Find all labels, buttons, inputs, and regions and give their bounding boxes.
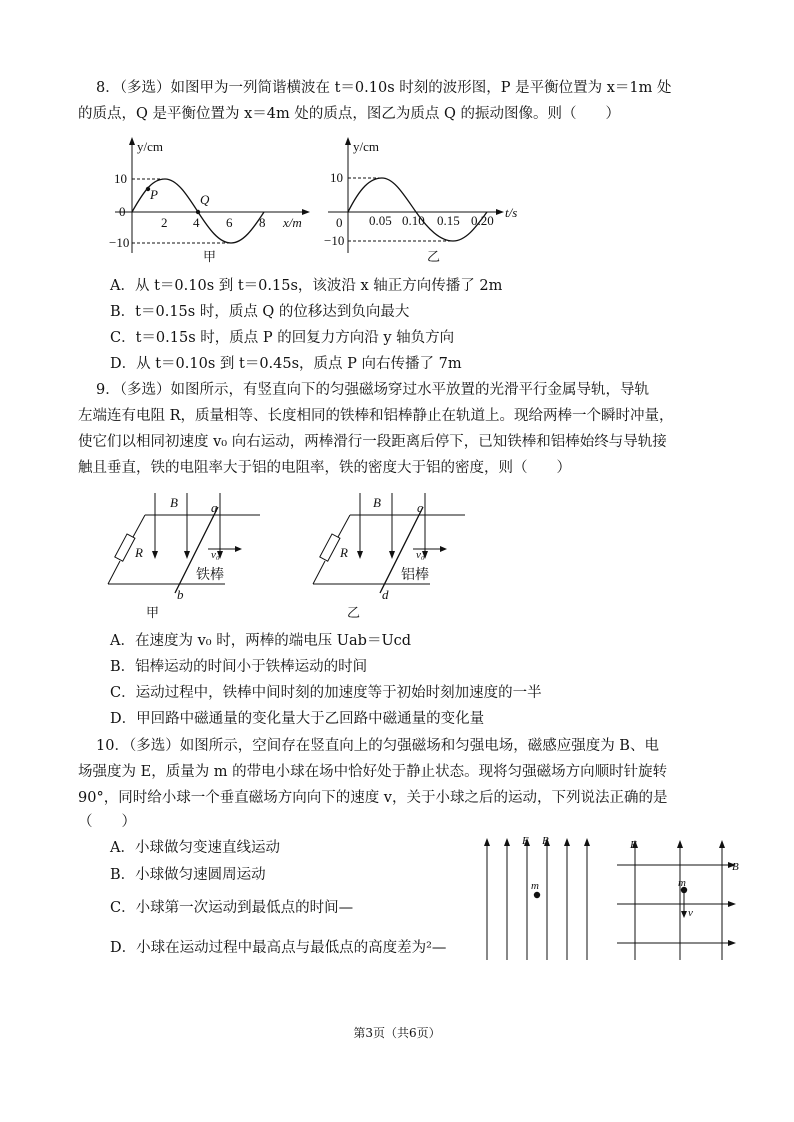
q9a-end-a: a (211, 500, 218, 515)
q8-wave-figure (105, 135, 320, 270)
q9a-caption: 甲 (146, 605, 160, 620)
q8b-origin: 0 (336, 215, 343, 230)
q10b-field-e: E (630, 839, 637, 851)
q9b-end-c: c (417, 500, 423, 515)
q8b-y-label: y/cm (353, 139, 379, 154)
q9-option-c: C．运动过程中，铁棒中间时刻的加速度等于初始时刻加速度的一半 (110, 685, 542, 701)
q8a-tick-6: 6 (226, 215, 233, 230)
page-footer: 第3页（共6页） (353, 1026, 441, 1040)
q10a-field-e: E (522, 835, 529, 847)
q8-stem-line2: 的质点，Q 是平衡位置为 x＝4m 处的质点，图乙为质点 Q 的振动图像。则（ ） (78, 106, 620, 122)
q9a-resistor-r: R (135, 545, 143, 560)
q10b-velocity-v: v (688, 907, 693, 919)
q9a-end-b: b (177, 587, 184, 602)
q9-option-d: D．甲回路中磁通量的变化量大于乙回路中磁通量的变化量 (110, 711, 485, 727)
q8-option-a: A．从 t＝0.10s 到 t＝0.15s，该波沿 x 轴正方向传播了 2m (110, 278, 503, 294)
q8a-tick-m10: −10 (109, 235, 130, 250)
q10a-mass-m: m (531, 880, 539, 892)
q8b-tick-10: 10 (330, 170, 343, 185)
q10-option-b: B．小球做匀速圆周运动 (110, 867, 266, 883)
q10-stem-line1: 10．（多选）如图所示，空间存在竖直向上的匀强磁场和匀强电场，磁感应强度为 B、电 (96, 738, 659, 754)
q8a-tick-4: 4 (193, 215, 200, 230)
q10-option-a: A．小球做匀变速直线运动 (110, 840, 280, 856)
q10-initial-field-figure (480, 830, 605, 965)
q9a-field-b: B (170, 495, 178, 510)
q8a-tick-10: 10 (114, 171, 127, 186)
q9-aluminum-rod-figure (305, 485, 475, 625)
q8a-caption: 甲 (203, 249, 217, 264)
q9a-rod-label: 铁棒 (196, 568, 224, 583)
q8b-tick-015: 0.15 (437, 213, 460, 228)
q10-stem-line3: 90°，同时给小球一个垂直磁场方向向下的速度 v，关于小球之后的运动，下列说法正确的是 (78, 790, 668, 806)
q8a-tick-8: 8 (259, 215, 266, 230)
q10-rotated-field-figure (612, 830, 747, 965)
q9-option-a: A．在速度为 v₀ 时，两棒的端电压 Uab＝Ucd (110, 633, 412, 649)
q9b-velocity: v₀ (416, 549, 425, 561)
q10-option-d: D．小球在运动过程中最高点与最低点的高度差为²— (110, 940, 447, 956)
q9b-end-d: d (382, 587, 389, 602)
q9-iron-rod-figure (100, 485, 270, 625)
q10-option-c: C．小球第一次运动到最低点的时间— (110, 900, 354, 916)
q8-option-d: D．从 t＝0.10s 到 t＝0.45s，质点 P 向右传播了 7m (110, 356, 462, 372)
q8-option-c: C．t＝0.15s 时，质点 P 的回复力方向沿 y 轴负方向 (110, 330, 455, 346)
q9b-resistor-r: R (340, 545, 348, 560)
q8b-tick-010: 0.10 (402, 213, 425, 228)
q9b-field-b: B (373, 495, 381, 510)
q10a-field-b: B (542, 835, 549, 847)
q8a-point-p: P (150, 187, 158, 202)
q8a-tick-2: 2 (161, 215, 168, 230)
q9-stem-line2: 左端连有电阻 R，质量相等、长度相同的铁棒和铝棒静止在轨道上。现给两棒一个瞬时冲量， (78, 408, 674, 424)
q10-stem-line2: 场强度为 E，质量为 m 的带电小球在场中恰好处于静止状态。现将匀强磁场方向顺时针旋转 (78, 764, 668, 780)
q8a-x-label: x/m (283, 215, 302, 230)
q10b-field-b: B (732, 861, 739, 873)
q8-vibration-figure (320, 135, 525, 270)
q8b-tick-005: 0.05 (369, 213, 392, 228)
q9b-caption: 乙 (347, 605, 361, 620)
q8b-caption: 乙 (427, 249, 441, 264)
q8b-tick-020: 0.20 (471, 213, 494, 228)
q9-option-b: B．铝棒运动的时间小于铁棒运动的时间 (110, 659, 368, 675)
q9-stem-line3: 使它们以相同初速度 v₀ 向右运动，两棒滑行一段距离后停下，已知铁棒和铝棒始终与导轨接 (78, 434, 667, 450)
q8b-tick-m10: −10 (324, 233, 345, 248)
q9-stem-line1: 9．（多选）如图所示，有竖直向下的匀强磁场穿过水平放置的光滑平行金属导轨，导轨 (96, 382, 649, 398)
q8a-point-q: Q (200, 192, 210, 207)
q10b-mass-m: m (678, 877, 686, 889)
q8-option-b: B．t＝0.15s 时，质点 Q 的位移达到负向最大 (110, 304, 410, 320)
q9a-velocity: v₀ (211, 549, 220, 561)
q8-stem-line1: 8．（多选）如图甲为一列简谐横波在 t＝0.10s 时刻的波形图，P 是平衡位置为 x＝1m 处 (96, 80, 672, 96)
q9-stem-line4: 触且垂直，铁的电阻率大于铝的电阻率，铁的密度大于铝的密度，则（ ） (78, 460, 571, 476)
q8a-origin: 0 (119, 204, 126, 219)
q10-stem-line4: （ ） (78, 814, 136, 830)
q9b-rod-label: 铝棒 (401, 568, 429, 583)
q8a-y-label: y/cm (137, 139, 163, 154)
q8b-x-label: t/s (505, 205, 518, 220)
